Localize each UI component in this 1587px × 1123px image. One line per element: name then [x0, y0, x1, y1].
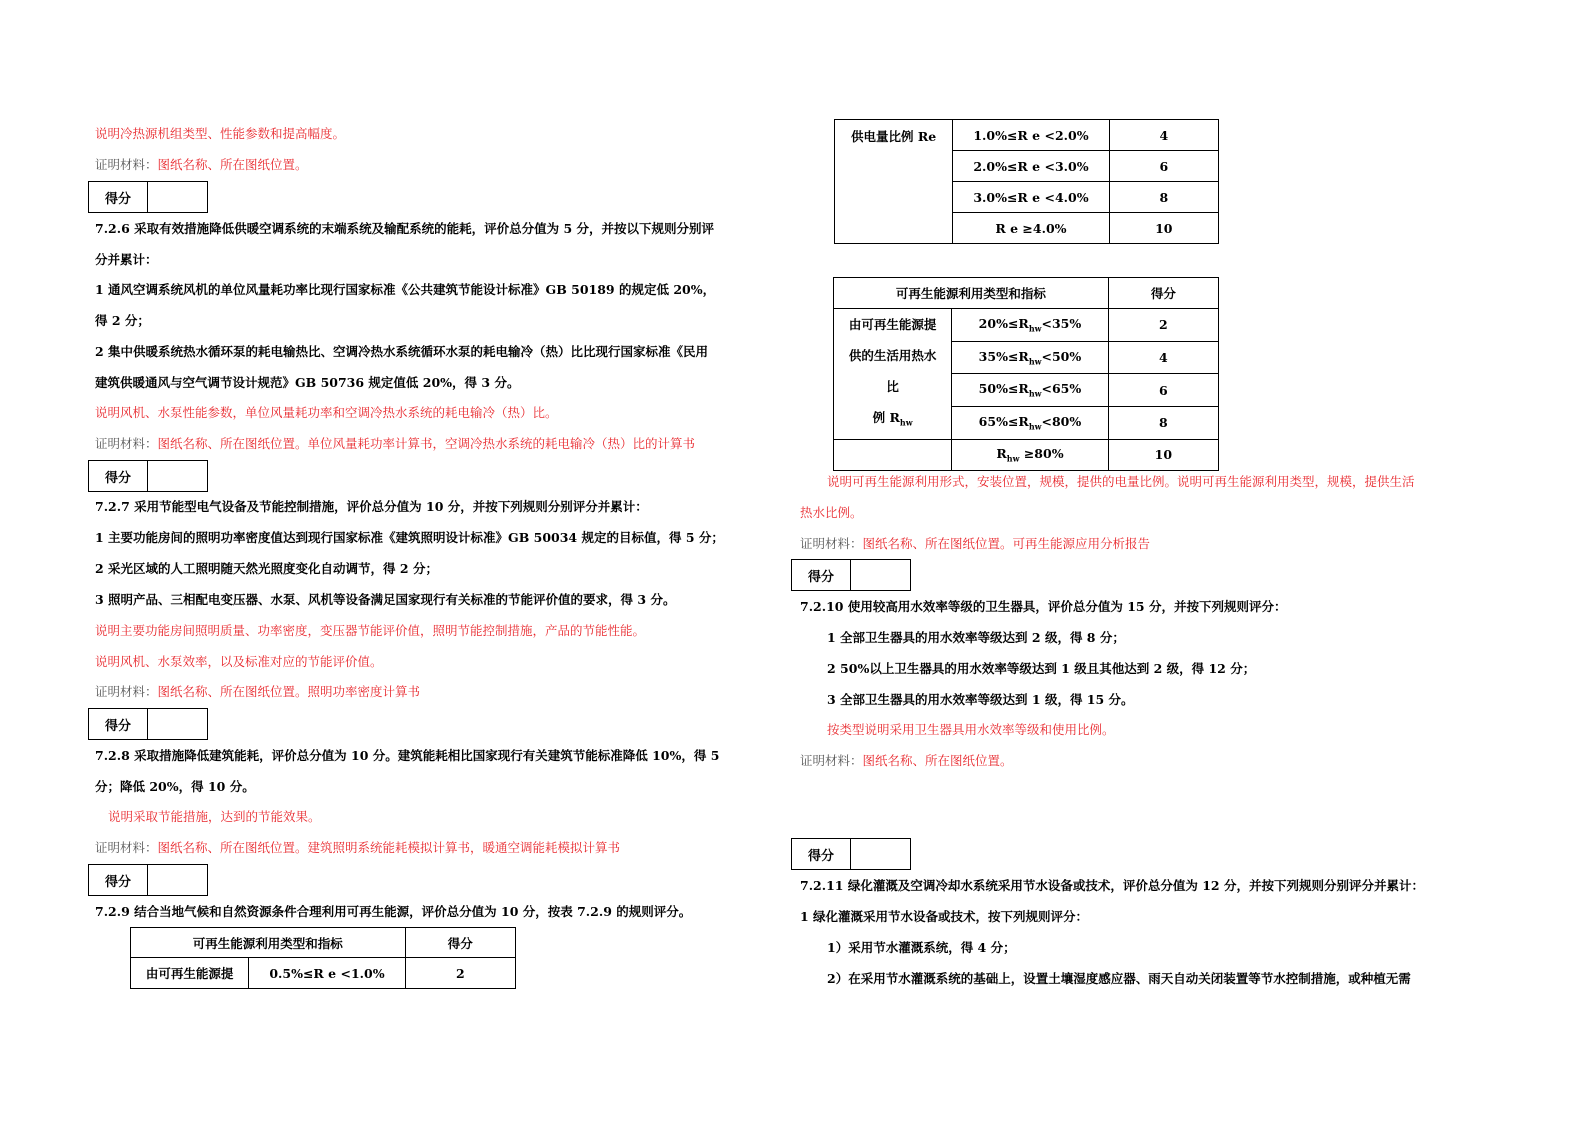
text-line: 热水比例。 [800, 505, 863, 520]
text-line: 按类型说明采用卫生器具用水效率等级和使用比例。 [827, 722, 1115, 737]
renewable-energy-table: 可再生能源利用类型和指标 得分 由可再生能源提 0.5%≤R e <1.0% 2 [130, 927, 516, 989]
clause-7-2-6: 7.2.6 采取有效措施降低供暖空调系统的末端系统及输配系统的能耗，评价总分值为 5 分，并按以下规则分别评 [95, 221, 715, 236]
clause-7-2-8: 7.2.8 采取措施降低建筑能耗，评价总分值为 10 分。建筑能耗相比国家现行有关建筑节能标准降低 10%，得 5 [95, 748, 720, 763]
text-line: 2）在采用节水灌溉系统的基础上，设置土壤湿度感应器、雨天自动关闭装置等节水控制措施，或种植无需 [827, 971, 1411, 986]
score-input[interactable] [148, 182, 207, 212]
text-line: 得 2 分； [95, 313, 150, 328]
text-line: 1 绿化灌溉采用节水设备或技术，按下列规则评分： [800, 909, 1089, 924]
text-line: 3 照明产品、三相配电变压器、水泵、风机等设备满足国家现行有关标准的节能评价值的要求，得 3 分。 [95, 592, 676, 607]
evidence-line: 证明材料：图纸名称、所在图纸位置。可再生能源应用分析报告 [800, 536, 1151, 551]
text-line: 说明可再生能源利用形式，安装位置，规模，提供的电量比例。说明可再生能源利用类型，规模，提供生活 [827, 474, 1415, 489]
text-line: 说明风机、水泵效率，以及标准对应的节能评价值。 [95, 654, 383, 669]
evidence-line: 证明材料：图纸名称、所在图纸位置。照明功率密度计算书 [95, 684, 421, 699]
text-line: 1 全部卫生器具的用水效率等级达到 2 级，得 8 分； [827, 630, 1125, 645]
score-input[interactable] [148, 461, 207, 491]
score-box[interactable]: 得分 [791, 559, 911, 591]
score-box[interactable]: 得分 [88, 181, 208, 213]
score-input[interactable] [851, 839, 910, 869]
evidence-line: 证明材料：图纸名称、所在图纸位置。 [800, 753, 1013, 768]
clause-7-2-9: 7.2.9 结合当地气候和自然资源条件合理利用可再生能源，评价总分值为 10 分，按表 7.2.9 的规则评分。 [95, 904, 692, 919]
score-box[interactable]: 得分 [791, 838, 911, 870]
hot-water-ratio-table: 可再生能源利用类型和指标 得分 由可再生能源提 供的生活用热水 比 例 $R_{hw}$ $20\%\le R_{hw}<35\%$ 2 $35\%\le R_{hw}<50\%$ 4 $50\%\le R_{hw}<65\%$ 6 $65\%\le R_{hw}<80\%$ 8 $R_{hw} \ge 80\%$ 10 [833, 277, 1219, 471]
text-line: 3 全部卫生器具的用水效率等级达到 1 级，得 15 分。 [827, 692, 1134, 707]
text-line: 建筑供暖通风与空气调节设计规范》GB 50736 规定值低 20%，得 3 分。 [95, 375, 520, 390]
evidence-line: 证明材料：图纸名称、所在图纸位置。单位风量耗功率计算书，空调冷热水系统的耗电输冷（热）比的计算书 [95, 436, 696, 451]
text-line: 分；降低 20%，得 10 分。 [95, 779, 255, 794]
text-line: 说明冷热源机组类型、性能参数和提高幅度。 [95, 126, 346, 141]
text-line: 1 主要功能房间的照明功率密度值达到现行国家标准《建筑照明设计标准》GB 50034 规定的目标值，得 5 分； [95, 530, 724, 545]
text-line: 1 通风空调系统风机的单位风量耗功率比现行国家标准《公共建筑节能设计标准》GB 50189 的规定低 20%， [95, 282, 716, 297]
score-box[interactable]: 得分 [88, 460, 208, 492]
text-line: 说明主要功能房间照明质量、功率密度，变压器节能评价值，照明节能控制措施，产品的节能性能。 [95, 623, 646, 638]
text-line: 2 采光区域的人工照明随天然光照度变化自动调节，得 2 分； [95, 561, 438, 576]
text-line: 1）采用节水灌溉系统，得 4 分； [827, 940, 1016, 955]
score-box[interactable]: 得分 [88, 864, 208, 896]
clause-7-2-11: 7.2.11 绿化灌溉及空调冷却水系统采用节水设备或技术，评价总分值为 12 分，并按下列规则分别评分并累计： [800, 878, 1424, 893]
score-input[interactable] [851, 560, 910, 590]
text-line: 说明采取节能措施，达到的节能效果。 [108, 809, 321, 824]
power-ratio-table: 供电量比例 Re 1.0%≤R e <2.0% 4 2.0%≤R e <3.0% 6 3.0%≤R e <4.0% 8 R e ≥4.0% 10 [834, 119, 1219, 244]
clause-7-2-7: 7.2.7 采用节能型电气设备及节能控制措施，评价总分值为 10 分，并按下列规则分别评分并累计： [95, 499, 648, 514]
evidence-line: 证明材料：图纸名称、所在图纸位置。建筑照明系统能耗模拟计算书，暖通空调能耗模拟计算书 [95, 840, 621, 855]
text-line: 2 集中供暖系统热水循环泵的耗电输热比、空调冷热水系统循环水泵的耗电输冷（热）比比现行国家标准《民用 [95, 344, 709, 359]
text-line: 说明风机、水泵性能参数，单位风量耗功率和空调冷热水系统的耗电输冷（热）比。 [95, 405, 558, 420]
text-line: 2 50%以上卫生器具的用水效率等级达到 1 级且其他达到 2 级，得 12 分； [827, 661, 1256, 676]
clause-7-2-10: 7.2.10 使用较高用水效率等级的卫生器具，评价总分值为 15 分，并按下列规则评分： [800, 599, 1287, 614]
evidence-line: 证明材料：图纸名称、所在图纸位置。 [95, 157, 308, 172]
score-input[interactable] [148, 865, 207, 895]
score-input[interactable] [148, 709, 207, 739]
score-box[interactable]: 得分 [88, 708, 208, 740]
text-line: 分并累计： [95, 252, 158, 267]
